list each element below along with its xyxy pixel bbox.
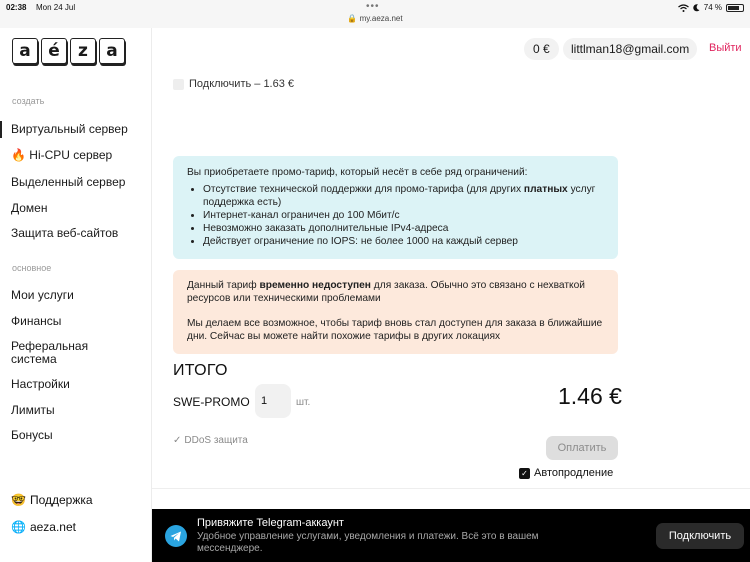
balance-badge[interactable]: 0 €	[524, 38, 559, 60]
logo-letter: a	[12, 38, 38, 64]
sidebar	[0, 28, 152, 562]
logout-link[interactable]: Выйти	[709, 42, 742, 54]
sidebar-item-virtual-server[interactable]: Виртуальный сервер	[11, 122, 128, 136]
account-email[interactable]: littlman18@gmail.com	[563, 38, 697, 60]
support-link[interactable]	[11, 493, 93, 507]
promo-info-box	[173, 156, 618, 259]
sidebar-item-my-services[interactable]: Мои услуги	[11, 288, 74, 302]
addon-checkbox[interactable]	[173, 79, 184, 90]
status-time: 02:38	[6, 3, 27, 12]
sidebar-item-referral[interactable]: Реферальная система	[11, 339, 89, 366]
ddos-protection-note	[173, 435, 248, 446]
more-dots-icon[interactable]: •••	[366, 1, 380, 12]
site-label: aeza.net	[29, 520, 76, 534]
sidebar-item-hi-cpu-server[interactable]: 🔥 Hi-CPU сервер	[11, 148, 113, 162]
info-intro: Вы приобретаете промо-тариф, который несёт в себе ряд ограничений:	[187, 167, 528, 178]
section-label-create: создать	[12, 96, 45, 106]
plan-name: SWE-PROMO	[173, 395, 250, 409]
total-heading: ИТОГО	[173, 362, 228, 379]
status-bar	[0, 0, 750, 28]
total-price: 1.46 €	[558, 383, 622, 409]
logo-letter: z	[70, 38, 96, 64]
battery-icon	[726, 4, 744, 12]
sidebar-item-domain[interactable]: Домен	[11, 201, 48, 215]
wifi-icon	[678, 4, 689, 12]
telegram-icon	[165, 525, 187, 547]
moon-icon	[693, 4, 700, 12]
lock-icon: 🔒	[347, 14, 358, 23]
pay-button[interactable]: Оплатить	[546, 436, 618, 460]
site-link[interactable]	[11, 520, 76, 534]
logo-letter: a	[99, 38, 125, 64]
sidebar-item-website-protection[interactable]: Защита веб-сайтов	[11, 226, 119, 240]
sidebar-item-dedicated-server[interactable]: Выделенный сервер	[11, 175, 126, 189]
support-label: Поддержка	[29, 493, 93, 507]
autorenew-label: Автопродление	[534, 467, 614, 479]
list-item: • Действует ограничение по IOPS: не более 1000 на каждый сервер	[203, 235, 604, 248]
autorenew-checkbox[interactable]: ✓	[519, 468, 530, 479]
warning-paragraph: Мы делаем все возможное, чтобы тариф вновь стал доступен для заказа в ближайшие дни. Сейчас вы можете найти похожие тарифы в других локациях	[187, 318, 603, 342]
sidebar-item-finances[interactable]: Финансы	[11, 314, 62, 328]
check-icon: ✓	[173, 435, 182, 446]
divider	[152, 488, 750, 489]
warning-paragraph: Данный тариф временно недоступен для заказа. Обычно это связано с нехваткой ресурсов или техническими проблемами	[187, 280, 585, 304]
telegram-title: Привяжите Telegram-аккаунт	[197, 517, 344, 529]
logo-letter: é	[41, 38, 67, 64]
globe-icon: 🌐	[11, 520, 26, 534]
sidebar-item-limits[interactable]: Лимиты	[11, 403, 55, 417]
list-item: • Невозможно заказать дополнительные IPv4-адреса	[203, 222, 604, 235]
addon-label: Подключить – 1.63 €	[189, 78, 295, 90]
list-item: • Отсутствие технической поддержки для промо-тарифа (для других платных услуг поддержка есть)	[203, 183, 604, 209]
list-item: • Интернет-канал ограничен до 100 Мбит/с	[203, 209, 604, 222]
aeza-logo[interactable]	[12, 38, 125, 64]
status-indicators	[678, 3, 744, 12]
section-label-main: основное	[12, 263, 52, 273]
info-list	[187, 183, 604, 248]
unavailable-warning-box	[173, 270, 618, 354]
nerd-face-icon: 🤓	[11, 493, 26, 507]
autorenew-option[interactable]	[519, 467, 613, 479]
address-bar[interactable]	[0, 14, 750, 23]
battery-percent: 74 %	[703, 3, 722, 12]
connect-telegram-button[interactable]: Подключить	[656, 523, 744, 549]
url-text: my.aeza.net	[359, 14, 403, 23]
quantity-input[interactable]	[255, 384, 291, 418]
addon-option[interactable]	[173, 78, 294, 90]
ddos-label: DDoS защита	[184, 435, 248, 446]
telegram-text: Удобное управление услугами, уведомления и платежи. Всё это в вашем мессенджере.	[197, 531, 539, 554]
telegram-banner	[152, 509, 750, 562]
quantity-unit: шт.	[296, 397, 311, 408]
sidebar-item-bonuses[interactable]: Бонусы	[11, 428, 53, 442]
status-date: Mon 24 Jul	[36, 3, 76, 12]
sidebar-item-settings[interactable]: Настройки	[11, 377, 70, 391]
